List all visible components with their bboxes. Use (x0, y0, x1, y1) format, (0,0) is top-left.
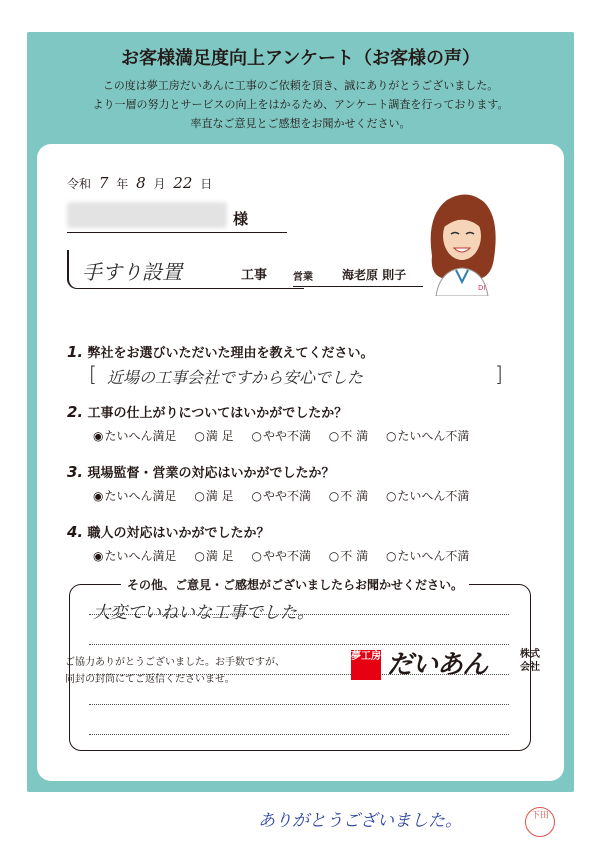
question-3-options (93, 487, 483, 504)
date-day-unit: 日 (200, 177, 213, 191)
question-2-options (93, 427, 483, 444)
option-very-satisfied[interactable]: ◉ たいへん満足 (93, 547, 177, 564)
intro-line: より一層の努力とサービスの向上をはかるため、アンケート調査を行っております。 (92, 98, 509, 111)
sales-name: 海老原 則子 (342, 268, 407, 282)
intro-line: この度は夢工房だいあんに工事のご依頼を頂き、誠にありがとうございました。 (102, 79, 499, 92)
option-satisfied[interactable]: ○ 満 足 (194, 487, 233, 504)
date-year-unit: 年 (116, 177, 129, 191)
option-very-dissatisfied[interactable]: ○ たいへん不満 (386, 427, 470, 444)
comment-rule (89, 734, 509, 735)
date-era: 令和 (67, 177, 92, 191)
thanks-line: 同封の封筒にてご返信くださいませ。 (65, 674, 235, 685)
date-month-unit: 月 (153, 177, 166, 191)
bracket-open: [ (89, 362, 97, 386)
handwritten-thanks-note: ありがとうございました。 (258, 811, 462, 831)
date-month: 8 (136, 174, 146, 192)
question-text: 職人の対応はいかがでしたか？ (87, 526, 270, 541)
received-stamp (525, 807, 555, 837)
survey-frame (27, 32, 574, 792)
option-dissatisfied[interactable]: ○ 不 満 (329, 427, 368, 444)
company-logo (347, 648, 547, 684)
question-number: 4. (67, 523, 84, 541)
comments-title: その他、ご意見・ご感想がございましたらお聞かせください。 (121, 576, 469, 593)
option-dissatisfied[interactable]: ○ 不 満 (329, 547, 368, 564)
option-satisfied[interactable]: ○ 満 足 (194, 427, 233, 444)
question-1 (67, 342, 374, 361)
question-text: 現場監督・営業の対応はいかがでしたか？ (87, 466, 335, 481)
option-somewhat-dissatisfied[interactable]: ○ やや不満 (251, 427, 311, 444)
option-dissatisfied[interactable]: ○ 不 満 (329, 487, 368, 504)
option-very-satisfied[interactable]: ◉ たいへん満足 (93, 427, 177, 444)
question-number: 2. (67, 403, 84, 421)
customer-name-redacted (67, 202, 227, 228)
question-4 (67, 522, 270, 541)
name-underline (67, 232, 287, 233)
stamp-text: 下田 (530, 811, 549, 821)
answer-1-text: 近場の工事会社ですから安心でした (107, 368, 364, 387)
thanks-text (65, 654, 285, 688)
comment-rule (89, 704, 509, 705)
logo-mark: 夢工房 (351, 650, 381, 680)
question-2 (67, 402, 347, 421)
work-type-value: 手すり設置 (82, 260, 182, 284)
option-very-dissatisfied[interactable]: ○ たいへん不満 (386, 547, 470, 564)
svg-text:DI: DI (478, 284, 486, 292)
option-very-satisfied[interactable]: ◉ たいへん満足 (93, 487, 177, 504)
question-4-options (93, 547, 483, 564)
logo-corp: 株式会社 (520, 649, 540, 673)
question-number: 3. (67, 463, 84, 481)
option-satisfied[interactable]: ○ 満 足 (194, 547, 233, 564)
question-number: 1. (67, 343, 84, 361)
option-somewhat-dissatisfied[interactable]: ○ やや不満 (251, 487, 311, 504)
work-type-label: 工事 (241, 268, 268, 283)
comment-rule (89, 614, 509, 615)
honorific: 様 (233, 210, 249, 228)
question-text: 弊社をお選びいただいた理由を教えてください。 (87, 346, 374, 361)
sales-underline (293, 286, 423, 287)
logo-name: だいあん (387, 650, 488, 680)
sales-portrait-illustration (422, 186, 502, 296)
date-year: 7 (98, 174, 109, 192)
date-day: 22 (173, 174, 193, 192)
intro-line: 率直なご意見とご感想をお聞かせください。 (190, 117, 411, 130)
survey-title: お客様満足度向上アンケート（お客様の声） (121, 48, 480, 69)
option-very-dissatisfied[interactable]: ○ たいへん不満 (386, 487, 470, 504)
question-text: 工事の仕上がりについてはいかがでしたか？ (87, 406, 348, 421)
answer-1-field (89, 362, 509, 386)
survey-intro (27, 76, 574, 133)
bracket-close: ] (495, 362, 503, 386)
comments-text: 大変ていねいな工事でした。 (93, 603, 314, 623)
sales-label: 営業 (293, 272, 313, 283)
question-3 (67, 462, 335, 481)
date-field (67, 174, 212, 192)
thanks-line: ご協力ありがとうございました。お手数ですが、 (65, 657, 285, 668)
option-somewhat-dissatisfied[interactable]: ○ やや不満 (251, 547, 311, 564)
